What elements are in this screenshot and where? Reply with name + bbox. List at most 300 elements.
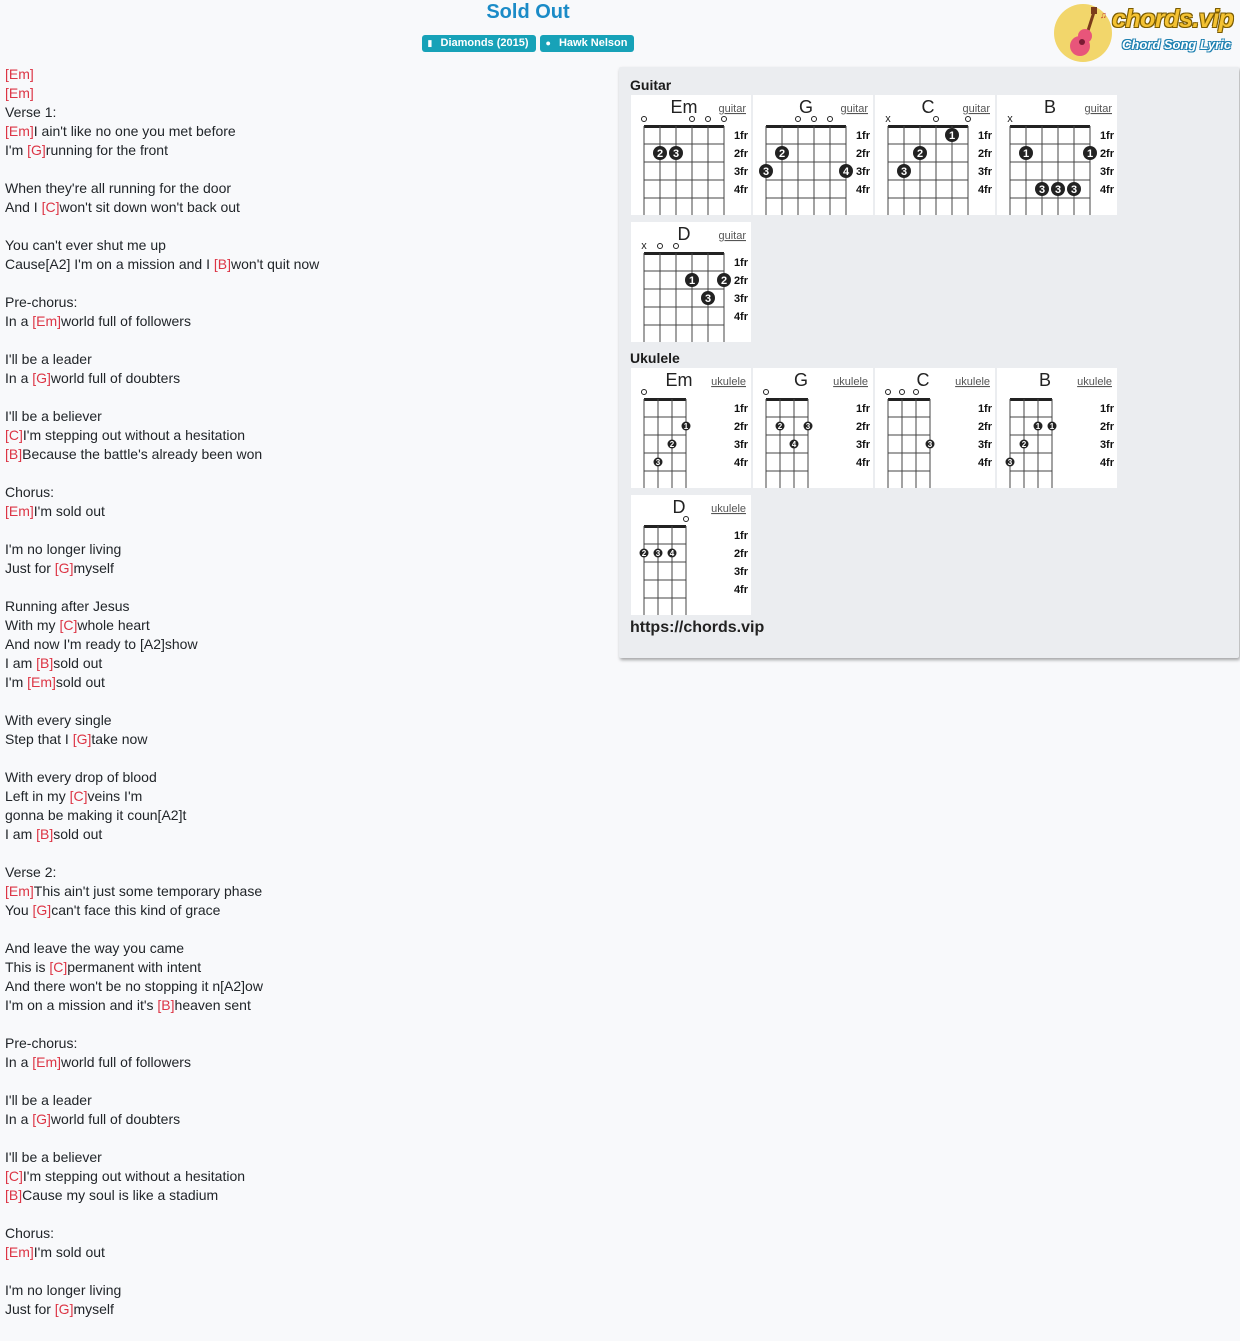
muted-string-mark: x <box>641 240 647 252</box>
lyric-text: In a <box>5 370 33 386</box>
lyric-text: In a <box>5 1111 33 1127</box>
nut <box>888 398 930 401</box>
chord-card-guitar-d[interactable] <box>631 222 751 342</box>
lyric-text: Chorus: <box>5 484 55 500</box>
lyric-line <box>5 673 319 692</box>
lyric-line <box>5 255 319 274</box>
lyric-line <box>5 977 319 996</box>
chord-diagram <box>875 95 995 215</box>
lyric-text: Cause[A2] I'm on a mission and I <box>5 256 214 272</box>
lyric-line <box>5 654 319 673</box>
open-string-mark <box>812 117 817 122</box>
lyric-line <box>5 103 319 122</box>
nut <box>888 125 968 128</box>
lyric-line <box>5 1053 319 1072</box>
lyric-text: Verse 1: <box>5 104 57 120</box>
instrument-link[interactable]: ukulele <box>711 503 746 515</box>
fret-label: 3fr <box>733 166 748 178</box>
lyric-text: And leave the way you came <box>5 940 184 956</box>
chord-card-guitar-b[interactable] <box>997 95 1117 215</box>
lyric-line <box>5 996 319 1015</box>
instrument-link[interactable]: ukulele <box>955 376 990 388</box>
fret-label: 2fr <box>977 421 992 433</box>
chord-diagram <box>997 368 1117 488</box>
lyric-text: veins I'm <box>87 788 143 804</box>
chord-name: Em <box>665 370 693 390</box>
chord-marker[interactable]: [Em] <box>5 883 34 899</box>
lyric-text: can't face this kind of grace <box>51 902 221 918</box>
finger-number: 2 <box>777 422 783 431</box>
fret-label: 2fr <box>1099 421 1114 433</box>
chord-name: D <box>677 224 691 244</box>
lyric-text: I am <box>5 826 37 842</box>
fret-label: 4fr <box>733 457 748 469</box>
fret-label: 2fr <box>855 148 870 160</box>
chord-name: D <box>672 497 686 517</box>
lyric-line <box>5 1167 319 1186</box>
open-string-mark <box>914 390 919 395</box>
finger-number: 1 <box>688 275 696 287</box>
fret-label: 1fr <box>1099 403 1114 415</box>
lyric-line <box>5 1034 319 1053</box>
lyric-line <box>5 312 319 331</box>
nut <box>644 398 686 401</box>
song-title: Sold Out <box>486 1 570 23</box>
fret-label: 3fr <box>855 439 870 451</box>
lyric-line <box>5 274 319 293</box>
open-string-mark <box>674 244 679 249</box>
instrument-link[interactable]: guitar <box>718 103 746 115</box>
lyric-line <box>5 65 319 84</box>
lyric-line <box>5 559 319 578</box>
lyric-text: sold out <box>53 655 103 671</box>
lyric-text: I'm sold out <box>33 503 105 519</box>
chord-marker[interactable]: [Em] <box>32 313 62 329</box>
fret-label: 3fr <box>977 439 992 451</box>
chord-marker[interactable]: [G] <box>32 1111 51 1127</box>
lyric-text: Just for <box>5 1301 55 1317</box>
lyric-text: Pre-chorus: <box>5 1035 78 1051</box>
fret-label: 3fr <box>977 166 992 178</box>
fret-label: 1fr <box>733 130 748 142</box>
lyric-line <box>5 787 319 806</box>
instrument-link[interactable]: ukulele <box>711 376 746 388</box>
lyric-line <box>5 426 319 445</box>
nut <box>1010 398 1052 401</box>
open-string-mark <box>706 117 711 122</box>
lyric-line <box>5 1091 319 1110</box>
chord-diagram-panel <box>619 67 1239 658</box>
lyric-text: Chorus: <box>5 1225 55 1241</box>
finger-number: 3 <box>927 440 933 449</box>
lyric-line <box>5 141 319 160</box>
lyric-text: In a <box>5 313 33 329</box>
instrument-link[interactable]: guitar <box>718 230 746 242</box>
lyric-line <box>5 958 319 977</box>
lyric-text: world full of doubters <box>50 1111 181 1127</box>
lyric-line <box>5 217 319 236</box>
fret-label: 1fr <box>855 403 870 415</box>
chord-marker[interactable]: [B] <box>5 1187 23 1203</box>
lyric-line <box>5 939 319 958</box>
finger-number: 1 <box>1049 422 1055 431</box>
lyric-text: I'm on a mission and it's <box>5 997 158 1013</box>
chord-name: B <box>1043 97 1057 117</box>
lyric-line <box>5 464 319 483</box>
chord-marker[interactable]: [B] <box>5 446 23 462</box>
finger-number: 3 <box>655 549 661 558</box>
lyric-text: heaven sent <box>174 997 251 1013</box>
nut <box>644 252 724 255</box>
chord-marker[interactable]: [B] <box>36 826 54 842</box>
lyric-line <box>5 692 319 711</box>
chord-marker[interactable]: [B] <box>36 655 54 671</box>
lyric-text: I ain't like no one you met before <box>33 123 236 139</box>
chord-card-ukulele-d[interactable] <box>631 495 751 615</box>
lyric-text: I'll be a leader <box>5 351 92 367</box>
fret-label: 2fr <box>733 148 748 160</box>
lyric-line <box>5 1129 319 1148</box>
chord-card-ukulele-em[interactable] <box>631 368 751 488</box>
fret-label: 4fr <box>733 584 748 596</box>
lyric-text: I'm stepping out without a hesitation <box>22 427 246 443</box>
lyric-text: And I <box>5 199 42 215</box>
muted-string-mark: x <box>1007 113 1013 125</box>
open-string-mark <box>966 117 971 122</box>
fret-label: 1fr <box>733 403 748 415</box>
logo-text: chords.vip <box>1112 5 1234 33</box>
lyric-line <box>5 198 319 217</box>
lyric-text: With my <box>5 617 60 633</box>
fret-label: 4fr <box>855 457 870 469</box>
lyric-text: Left in my <box>5 788 70 804</box>
lyric-text: Verse 2: <box>5 864 57 880</box>
lyric-line <box>5 920 319 939</box>
lyric-line <box>5 616 319 635</box>
lyric-text: I'll be a leader <box>5 1092 92 1108</box>
lyric-line <box>5 293 319 312</box>
finger-number: 2 <box>656 148 664 160</box>
chord-marker[interactable]: [Em] <box>5 1244 34 1260</box>
lyric-text: I'll be a believer <box>5 1149 102 1165</box>
lyric-line <box>5 369 319 388</box>
fret-label: 1fr <box>977 130 992 142</box>
fret-label: 3fr <box>855 166 870 178</box>
fret-label: 4fr <box>1099 184 1114 196</box>
album-icon: ▮ <box>427 38 433 48</box>
fret-label: 1fr <box>733 257 748 269</box>
fret-label: 1fr <box>1099 130 1114 142</box>
chord-marker[interactable]: [G] <box>54 560 74 576</box>
finger-number: 2 <box>778 148 786 160</box>
nut <box>766 398 808 401</box>
lyric-text: won't sit down won't back out <box>59 199 240 215</box>
site-logo[interactable] <box>1054 3 1234 63</box>
finger-number: 1 <box>1035 422 1041 431</box>
lyric-text: I'll be a believer <box>5 408 102 424</box>
svg-text:♫: ♫ <box>1100 10 1107 20</box>
lyric-line <box>5 331 319 350</box>
chord-marker[interactable]: [G] <box>54 1301 74 1317</box>
chord-card-ukulele-g[interactable] <box>753 368 873 488</box>
finger-number: 2 <box>1021 440 1027 449</box>
lyric-text: I'm sold out <box>33 1244 105 1260</box>
chord-card-guitar-em[interactable] <box>631 95 751 215</box>
lyric-text: With every single <box>5 712 112 728</box>
chord-diagram <box>631 222 751 342</box>
fret-label: 3fr <box>1099 166 1114 178</box>
lyric-text: whole heart <box>77 617 150 633</box>
album-badge-label: Diamonds (2015) <box>440 37 529 49</box>
lyric-text: running for the front <box>45 142 168 158</box>
lyric-line <box>5 901 319 920</box>
lyric-line <box>5 1186 319 1205</box>
lyric-line <box>5 1015 319 1034</box>
lyric-line <box>5 407 319 426</box>
finger-number: 2 <box>641 549 647 558</box>
chord-diagram <box>875 368 995 488</box>
lyric-text: world full of followers <box>61 313 191 329</box>
lyric-line <box>5 1072 319 1091</box>
finger-number: 4 <box>669 549 675 558</box>
lyric-line <box>5 388 319 407</box>
lyric-line <box>5 749 319 768</box>
lyric-text: sold out <box>53 826 103 842</box>
lyric-line <box>5 445 319 464</box>
fret-label: 2fr <box>977 148 992 160</box>
user-icon: ● <box>545 38 551 48</box>
finger-number: 3 <box>1070 184 1078 196</box>
chord-marker[interactable]: [C] <box>69 788 88 804</box>
lyric-text: You can't ever shut me up <box>5 237 166 253</box>
lyric-text: You <box>5 902 33 918</box>
open-string-mark <box>658 244 663 249</box>
chord-marker[interactable]: [C] <box>59 617 78 633</box>
open-string-mark <box>934 117 939 122</box>
chord-marker[interactable]: [G] <box>72 731 92 747</box>
chord-marker[interactable]: [C] <box>49 959 68 975</box>
lyric-line <box>5 350 319 369</box>
finger-number: 1 <box>1022 148 1030 160</box>
open-string-mark <box>684 517 689 522</box>
fret-label: 3fr <box>733 566 748 578</box>
site-url[interactable]: https://chords.vip <box>630 619 765 636</box>
lyric-line <box>5 863 319 882</box>
lyric-text: Cause my soul is like a stadium <box>22 1187 219 1203</box>
nut <box>1010 125 1090 128</box>
chord-marker[interactable]: [B] <box>157 997 175 1013</box>
finger-number: 3 <box>900 166 908 178</box>
fret-label: 4fr <box>733 184 748 196</box>
artist-badge-label: Hawk Nelson <box>558 37 628 49</box>
lyric-line <box>5 1300 319 1319</box>
lyric-line <box>5 483 319 502</box>
chord-marker[interactable]: [Em] <box>5 503 34 519</box>
chord-card-guitar-c[interactable] <box>875 95 995 215</box>
fret-label: 4fr <box>733 311 748 323</box>
chord-marker[interactable]: [G] <box>32 370 51 386</box>
instrument-link[interactable]: ukulele <box>1077 376 1112 388</box>
lyric-line <box>5 730 319 749</box>
chord-marker[interactable]: [Em] <box>5 123 34 139</box>
artist-badge[interactable] <box>540 35 635 52</box>
lyric-text: world full of followers <box>61 1054 191 1070</box>
lyric-text: world full of doubters <box>50 370 181 386</box>
logo-subtitle: Chord Song Lyric <box>1122 37 1232 52</box>
lyric-text: And now I'm ready to [A2]show <box>5 636 198 652</box>
chord-name: G <box>793 370 809 390</box>
lyric-line <box>5 1243 319 1262</box>
chord-name: C <box>921 97 935 117</box>
lyric-text: take now <box>91 731 148 747</box>
lyric-text: gonna be making it coun[A2]t <box>5 807 187 823</box>
fret-label: 2fr <box>733 421 748 433</box>
chord-marker[interactable]: [G] <box>27 142 46 158</box>
fret-label: 2fr <box>733 275 748 287</box>
finger-number: 3 <box>1054 184 1062 196</box>
lyric-line <box>5 540 319 559</box>
lyric-text: won't quit now <box>231 256 320 272</box>
open-string-mark <box>828 117 833 122</box>
open-string-mark <box>722 117 727 122</box>
lyric-line <box>5 825 319 844</box>
lyric-line <box>5 1224 319 1243</box>
instrument-link[interactable]: guitar <box>840 103 868 115</box>
lyric-text: Because the battle's already been won <box>22 446 263 462</box>
lyric-line <box>5 635 319 654</box>
lyric-text: I'm no longer living <box>5 541 122 557</box>
instrument-link[interactable]: ukulele <box>833 376 868 388</box>
lyric-line <box>5 502 319 521</box>
finger-number: 3 <box>1038 184 1046 196</box>
fret-label: 4fr <box>1099 457 1114 469</box>
lyric-line <box>5 882 319 901</box>
nut <box>766 125 846 128</box>
lyric-line <box>5 1281 319 1300</box>
lyric-line <box>5 806 319 825</box>
open-string-mark <box>642 390 647 395</box>
finger-number: 2 <box>669 440 675 449</box>
fret-label: 3fr <box>733 293 748 305</box>
finger-number: 1 <box>948 130 956 142</box>
lyric-line <box>5 844 319 863</box>
fret-label: 2fr <box>855 421 870 433</box>
instrument-link[interactable]: guitar <box>1084 103 1112 115</box>
lyric-text: In a <box>5 1054 33 1070</box>
fret-label: 2fr <box>733 548 748 560</box>
lyric-text: Running after Jesus <box>5 598 130 614</box>
fret-label: 4fr <box>855 184 870 196</box>
chord-diagram <box>753 95 873 215</box>
chord-diagram <box>997 95 1117 215</box>
chord-diagram <box>631 95 751 215</box>
lyric-line <box>5 578 319 597</box>
album-badge[interactable] <box>422 35 536 52</box>
lyric-text: Just for <box>5 560 55 576</box>
lyric-text: I'm <box>5 142 28 158</box>
guitar-logo-icon <box>1054 4 1112 62</box>
fret-label: 1fr <box>977 403 992 415</box>
finger-number: 3 <box>672 148 680 160</box>
nut <box>644 525 686 528</box>
lyric-line <box>5 179 319 198</box>
chord-marker[interactable]: [Em] <box>5 85 34 101</box>
finger-number: 4 <box>842 166 850 178</box>
chord-diagram <box>753 368 873 488</box>
lyric-line <box>5 122 319 141</box>
finger-number: 2 <box>916 148 924 160</box>
lyric-text: This is <box>5 959 50 975</box>
lyric-text: I'm <box>5 674 28 690</box>
finger-number: 1 <box>1086 148 1094 160</box>
lyric-text: myself <box>73 560 114 576</box>
song-badges <box>0 35 1056 52</box>
fret-label: 1fr <box>733 530 748 542</box>
chord-name: Em <box>670 97 698 117</box>
chord-marker[interactable]: [G] <box>32 902 52 918</box>
lyric-text: myself <box>73 1301 114 1317</box>
lyric-text: When they're all running for the door <box>5 180 232 196</box>
lyric-line <box>5 160 319 179</box>
fret-label: 3fr <box>733 439 748 451</box>
lyric-text: This ain't just some temporary phase <box>33 883 263 899</box>
chord-card-ukulele-b[interactable] <box>997 368 1117 488</box>
chord-name: G <box>798 97 814 117</box>
lyric-line <box>5 768 319 787</box>
chord-marker[interactable]: [Em] <box>32 1054 62 1070</box>
open-string-mark <box>886 390 891 395</box>
guitar-heading: Guitar <box>630 77 672 93</box>
chord-card-ukulele-c[interactable] <box>875 368 995 488</box>
finger-number: 1 <box>683 422 689 431</box>
open-string-mark <box>900 390 905 395</box>
lyric-text: With every drop of blood <box>5 769 157 785</box>
finger-number: 3 <box>762 166 770 178</box>
nut <box>644 125 724 128</box>
lyric-text: permanent with intent <box>67 959 202 975</box>
instrument-link[interactable]: guitar <box>962 103 990 115</box>
chord-diagram <box>631 495 751 615</box>
fret-label: 2fr <box>1099 148 1114 160</box>
chord-marker[interactable]: [C] <box>41 199 60 215</box>
lyric-line <box>5 597 319 616</box>
lyric-line <box>5 84 319 103</box>
lyric-line <box>5 236 319 255</box>
open-string-mark <box>796 117 801 122</box>
open-string-mark <box>642 117 647 122</box>
fret-label: 3fr <box>1099 439 1114 451</box>
lyric-line <box>5 1148 319 1167</box>
lyric-text: I'm no longer living <box>5 1282 122 1298</box>
chord-marker[interactable]: [Em] <box>27 674 56 690</box>
lyric-text: Pre-chorus: <box>5 294 78 310</box>
finger-number: 3 <box>805 422 811 431</box>
lyric-text: And there won't be no stopping it n[A2]ow <box>5 978 263 994</box>
lyric-line <box>5 1110 319 1129</box>
lyric-line <box>5 1205 319 1224</box>
finger-number: 3 <box>704 293 712 305</box>
chord-marker[interactable]: [C] <box>5 427 23 443</box>
chord-marker[interactable]: [Em] <box>5 66 34 82</box>
finger-number: 2 <box>720 275 728 287</box>
lyric-text: Step that I <box>5 731 73 747</box>
chord-card-guitar-g[interactable] <box>753 95 873 215</box>
muted-string-mark: x <box>885 113 891 125</box>
lyric-text: I'm stepping out without a hesitation <box>22 1168 246 1184</box>
open-string-mark <box>764 390 769 395</box>
chord-marker[interactable]: [C] <box>5 1168 23 1184</box>
chord-marker[interactable]: [B] <box>213 256 232 272</box>
